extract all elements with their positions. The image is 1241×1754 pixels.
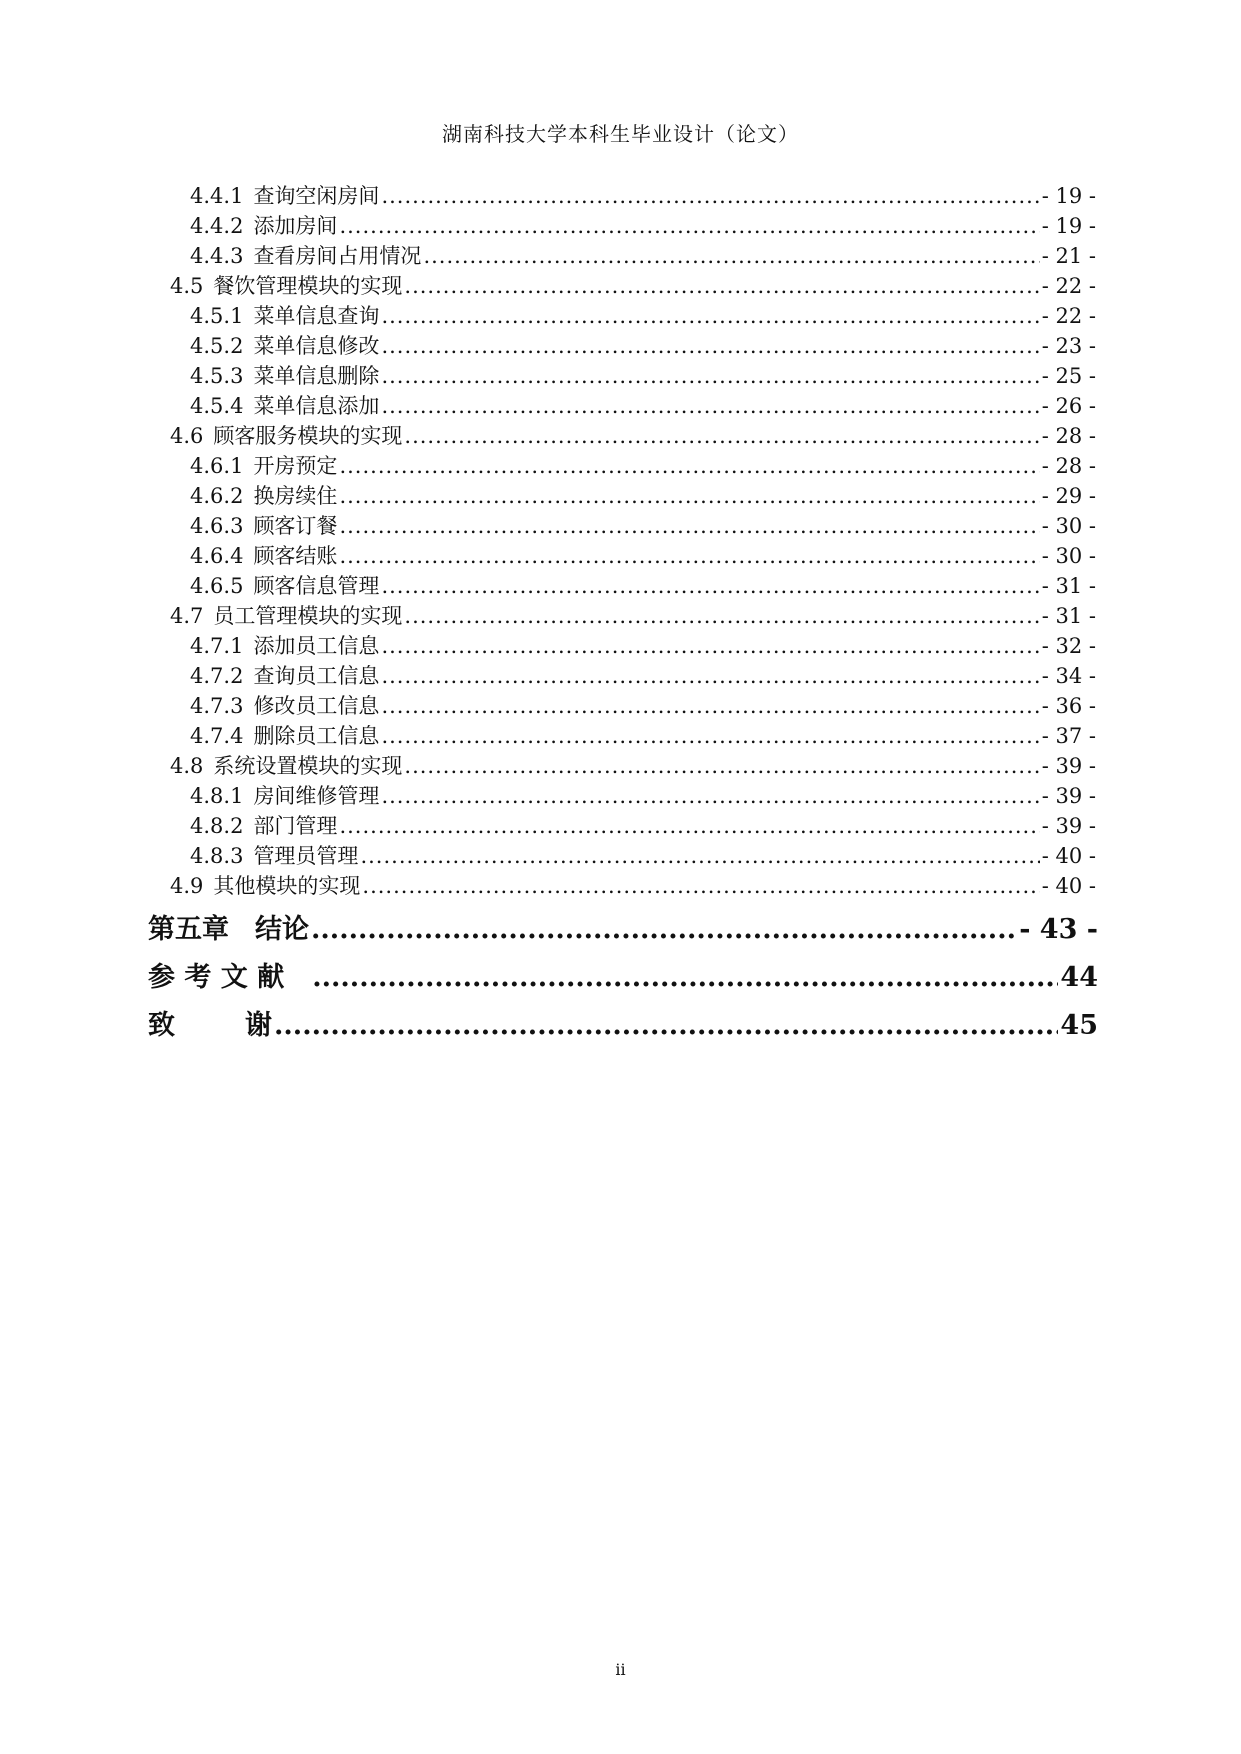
toc-entry[interactable] [190, 300, 1096, 330]
toc-entry[interactable] [170, 600, 1096, 630]
toc-entry-number: 4.7.4 [190, 724, 244, 748]
toc-entry-number: 4.6.2 [190, 484, 244, 508]
toc-entry[interactable] [190, 480, 1096, 510]
dot-leader [381, 574, 1039, 598]
dot-leader [311, 914, 1017, 945]
dot-leader [274, 1010, 1058, 1041]
toc-entry-page: - 34 - [1041, 664, 1096, 688]
toc-entry-page: - 39 - [1041, 814, 1096, 838]
toc-entry-page: - 22 - [1041, 274, 1096, 298]
dot-leader [381, 394, 1039, 418]
toc-entry-title: 菜单信息修改 [253, 334, 380, 358]
toc-entry-number: 致 [148, 1010, 175, 1041]
toc-entry-number: 4.5.4 [190, 394, 244, 418]
toc-entry[interactable] [190, 450, 1096, 480]
toc-entry-page: - 19 - [1041, 184, 1096, 208]
toc-entry[interactable] [190, 390, 1096, 420]
toc-entry[interactable] [190, 660, 1096, 690]
toc-entry-number: 4.6.3 [190, 514, 244, 538]
toc-entry-page: - 30 - [1041, 514, 1096, 538]
dot-leader [404, 754, 1039, 778]
toc-entry-number: 4.6.5 [190, 574, 244, 598]
toc-entry-title: 部门管理 [253, 814, 338, 838]
toc-entry-number: 4.4.3 [190, 244, 244, 268]
toc-entry-title: 餐饮管理模块的实现 [213, 274, 403, 298]
toc-entry-page: - 39 - [1041, 784, 1096, 808]
toc-entry-title: 添加房间 [253, 214, 338, 238]
toc-entry-number: 4.7.2 [190, 664, 244, 688]
toc-entry-page: - 22 - [1041, 304, 1096, 328]
toc-entry-number: 4.6.4 [190, 544, 244, 568]
toc-entry-page: - 37 - [1041, 724, 1096, 748]
toc-entry-title: 员工管理模块的实现 [213, 604, 403, 628]
toc-entry-number: 4.6.1 [190, 454, 244, 478]
toc-entry-number: 参 考 文 献 [148, 962, 285, 993]
toc-entry-page: - 30 - [1041, 544, 1096, 568]
toc-entry-page: - 32 - [1041, 634, 1096, 658]
toc-entry-title: 其他模块的实现 [213, 874, 361, 898]
toc-entry-title: 查询空闲房间 [253, 184, 380, 208]
toc-entry-title: 菜单信息删除 [253, 364, 380, 388]
toc-entry-page: - 43 - [1019, 914, 1098, 945]
toc-entry[interactable] [190, 810, 1096, 840]
toc-entry-title: 添加员工信息 [253, 634, 380, 658]
toc-entry[interactable] [190, 360, 1096, 390]
toc-entry-page: 45 [1060, 1010, 1098, 1041]
toc-entry-page: - 40 - [1041, 844, 1096, 868]
toc-entry-number: 4.8.1 [190, 784, 244, 808]
toc-entry[interactable] [190, 720, 1096, 750]
dot-leader [381, 724, 1039, 748]
toc-entry[interactable] [170, 870, 1096, 900]
toc-entry-title: 删除员工信息 [253, 724, 380, 748]
toc-entry-page: - 31 - [1041, 604, 1096, 628]
toc-entry-page: 44 [1060, 962, 1098, 993]
toc-entry-number: 4.9 [170, 874, 204, 898]
toc-entry[interactable] [190, 180, 1096, 210]
toc-entry-number: 4.4.2 [190, 214, 244, 238]
toc-entry-number: 4.8 [170, 754, 204, 778]
toc-entry[interactable] [190, 540, 1096, 570]
toc-chapter-entry[interactable] [148, 907, 1098, 947]
toc-entry-number: 4.5.2 [190, 334, 244, 358]
toc-entry-page: - 28 - [1041, 454, 1096, 478]
toc-entry[interactable] [190, 210, 1096, 240]
toc-entry-page: - 28 - [1041, 424, 1096, 448]
toc-entry[interactable] [170, 270, 1096, 300]
toc-entry-number: 4.4.1 [190, 184, 244, 208]
toc-entry-page: - 26 - [1041, 394, 1096, 418]
toc-entry-page: - 21 - [1041, 244, 1096, 268]
toc-entry-page: - 39 - [1041, 754, 1096, 778]
toc-entry-title: 系统设置模块的实现 [213, 754, 403, 778]
dot-leader [381, 184, 1039, 208]
dot-leader [339, 544, 1039, 568]
dot-leader [381, 304, 1039, 328]
dot-leader [404, 274, 1039, 298]
toc-entry[interactable] [170, 420, 1096, 450]
toc-entry-page: - 36 - [1041, 694, 1096, 718]
toc-entry-number: 4.7.1 [190, 634, 244, 658]
toc-entry[interactable] [190, 840, 1096, 870]
dot-leader [339, 814, 1039, 838]
toc-entry-title: 查询员工信息 [253, 664, 380, 688]
dot-leader [381, 334, 1039, 358]
dot-leader [339, 214, 1039, 238]
toc-entry[interactable] [170, 750, 1096, 780]
toc-entry-title: 谢 [245, 1010, 272, 1041]
toc-entry-number: 第五章 [148, 914, 229, 945]
toc-entry-page: - 23 - [1041, 334, 1096, 358]
toc-entry-number: 4.6 [170, 424, 204, 448]
toc-entry-number: 4.5.1 [190, 304, 244, 328]
dot-leader [339, 514, 1039, 538]
toc-chapter-entry[interactable] [148, 1003, 1098, 1043]
toc-entry-title: 顾客信息管理 [253, 574, 380, 598]
toc-entry[interactable] [190, 630, 1096, 660]
toc-entry[interactable] [190, 570, 1096, 600]
dot-leader [404, 424, 1039, 448]
dot-leader [423, 244, 1039, 268]
toc-chapter-entry[interactable] [148, 955, 1098, 995]
toc-entry-number: 4.7 [170, 604, 204, 628]
dot-leader [381, 664, 1039, 688]
toc-entry[interactable] [190, 240, 1096, 270]
toc-entry-number: 4.7.3 [190, 694, 244, 718]
running-header: 湖南科技大学本科生毕业设计（论文） [442, 122, 799, 146]
dot-leader [404, 604, 1039, 628]
toc-entry-title: 顾客结账 [253, 544, 338, 568]
toc-entry-title: 结论 [255, 914, 309, 945]
toc-entry-title: 顾客订餐 [253, 514, 338, 538]
dot-leader [360, 844, 1039, 868]
toc-entry-title: 顾客服务模块的实现 [213, 424, 403, 448]
dot-leader [339, 454, 1039, 478]
toc-entry-number: 4.8.3 [190, 844, 244, 868]
toc-entry-number: 4.5.3 [190, 364, 244, 388]
toc-entry-title: 查看房间占用情况 [253, 244, 422, 268]
dot-leader [381, 694, 1039, 718]
dot-leader [381, 634, 1039, 658]
toc-entry-number: 4.5 [170, 274, 204, 298]
toc-entry-title: 开房预定 [253, 454, 338, 478]
toc-entry-title: 菜单信息查询 [253, 304, 380, 328]
dot-leader [312, 962, 1058, 993]
toc-entry-page: - 31 - [1041, 574, 1096, 598]
toc-entry-page: - 25 - [1041, 364, 1096, 388]
dot-leader [381, 784, 1039, 808]
toc-entry-title: 菜单信息添加 [253, 394, 380, 418]
toc-entry-page: - 29 - [1041, 484, 1096, 508]
toc-entry-page: - 40 - [1041, 874, 1096, 898]
toc-entry[interactable] [190, 330, 1096, 360]
dot-leader [339, 484, 1039, 508]
toc-entry-title: 换房续住 [253, 484, 338, 508]
toc-entry-page: - 19 - [1041, 214, 1096, 238]
toc-entry[interactable] [190, 780, 1096, 810]
toc-entry[interactable] [190, 690, 1096, 720]
dot-leader [362, 874, 1039, 898]
toc-entry-title: 房间维修管理 [253, 784, 380, 808]
toc-entry[interactable] [190, 510, 1096, 540]
page-number: ii [615, 1660, 626, 1679]
dot-leader [381, 364, 1039, 388]
toc-entry-number: 4.8.2 [190, 814, 244, 838]
toc-entry-title: 管理员管理 [253, 844, 359, 868]
toc-entry-title: 修改员工信息 [253, 694, 380, 718]
